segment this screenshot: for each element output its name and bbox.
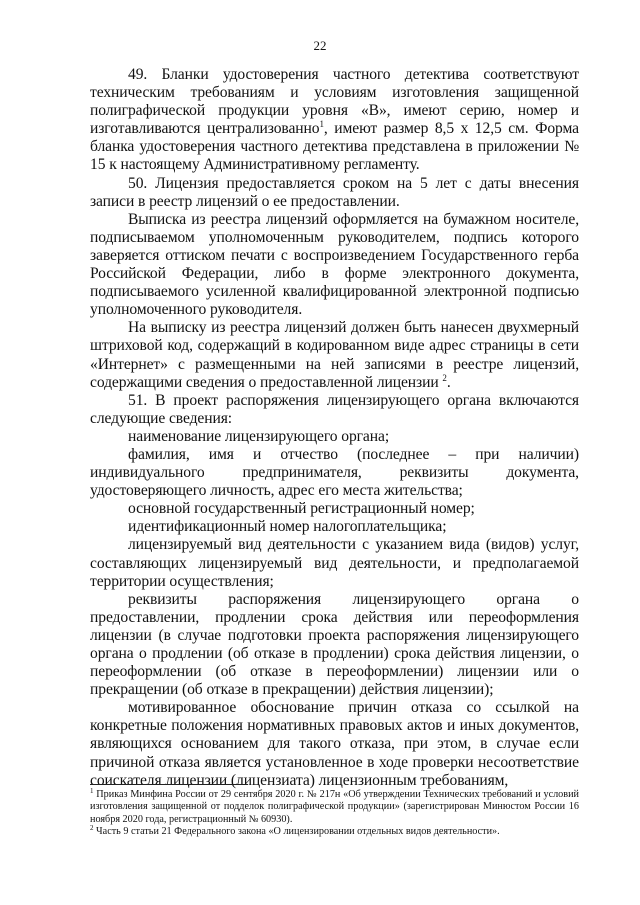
footnote-number: 1 xyxy=(90,787,94,795)
paragraph-text-tail: . xyxy=(446,373,451,391)
list-item-refusal-grounds: мотивированное обоснование причин отказа со ссылкой на конкретные положения нормативных правовых актов и иных документов, являющихся основанием для такого отказа, при этом, в случае если причиной отказа является установленное в ходе проверки несоответствие соискателя лицензии (лицензиата) лицензионным требованиям, xyxy=(90,699,579,789)
footnote-number: 2 xyxy=(90,823,94,832)
paragraph-barcode xyxy=(90,319,579,391)
footnote-ref-2: 2 xyxy=(442,372,447,383)
page-number: 22 xyxy=(313,38,327,53)
paragraph-51: 51. В проект распоряжения лицензирующего органа включаются следующие сведения: xyxy=(90,391,579,427)
paragraph-50: 50. Лицензия предоставляется сроком на 5 лет с даты внесения записи в реестр лицензий о ее предоставлении. xyxy=(90,174,579,210)
paragraph-text: 49. Бланки удостоверения частного детектива соответствуют техническим требованиям и условиям изготовления защищенной полиграфической продукции уровня «В», имеют серию, номер и изготавливаются централизованно xyxy=(90,66,579,138)
paragraph-extract-form: Выписка из реестра лицензий оформляется на бумажном носителе, подписываемом уполномоченным руководителем, подпись которого заверяется оттиском печати с воспроизведением Государственного герба Российской Федерации, либо в форме электронного документа, подписываемого усиленной квалифицированной электронной подписью уполномоченного руководителя. xyxy=(90,210,579,319)
paragraph-49 xyxy=(90,66,579,175)
footnote-ref-1: 1 xyxy=(319,119,324,130)
list-item-activity-type: лицензируемый вид деятельности с указанием вида (видов) услуг, составляющих лицензируемый вид деятельности, и предполагаемой территории осуществления; xyxy=(90,536,579,590)
footnote-1 xyxy=(90,789,579,826)
footnote-text: Приказ Минфина России от 29 сентября 2020 г. № 217н «Об утверждении Технических требований и условий изготовления защищенной от подделок полиграфической продукции» (зарегистрирован Минюстом России 16 ноября 2020 года, регистрационный № 60930). xyxy=(90,789,579,825)
document-body xyxy=(90,66,579,790)
list-item-ogrn: основной государственный регистрационный номер; xyxy=(128,500,475,518)
list-item-order-details: реквизиты распоряжения лицензирующего органа о предоставлении, продлении срока действия или переоформления лицензии (в случае подготовки проекта распоряжения лицензирующего органа о продлении (об отказе в продлении) срока действия лицензии, о переоформлении (об отказе в переоформлении) лицензии или о прекращении (об отказе в прекращении) действия лицензии); xyxy=(90,590,579,699)
paragraph-text-tail: , имеют размер 8,5 х 12,5 см. Форма бланка удостоверения частного детектива представлена в приложении № 15 к настоящему Административному регламенту. xyxy=(90,120,579,174)
list-item-full-name: фамилия, имя и отчество (последнее – при наличии) индивидуального предпринимателя, реквизиты документа, удостоверяющего личность, адрес его места жительства; xyxy=(90,445,579,500)
footnotes xyxy=(90,789,579,838)
footnote-text: Часть 9 статьи 21 Федерального закона «О лицензировании отдельных видов деятельности». xyxy=(93,825,500,837)
list-item-inn: идентификационный номер налогоплательщика; xyxy=(128,518,447,536)
footnote-2 xyxy=(90,823,579,838)
footnote-divider xyxy=(90,784,248,785)
paragraph-text: На выписку из реестра лицензий должен быть нанесен двухмерный штриховой код, содержащий в кодированном виде адрес страницы в сети «Интернет» с размещенными на ней записями в реестре лицензий, содержащими сведения о предоставленной лицензии xyxy=(90,319,579,391)
list-item-authority-name: наименование лицензирующего органа; xyxy=(128,427,390,445)
